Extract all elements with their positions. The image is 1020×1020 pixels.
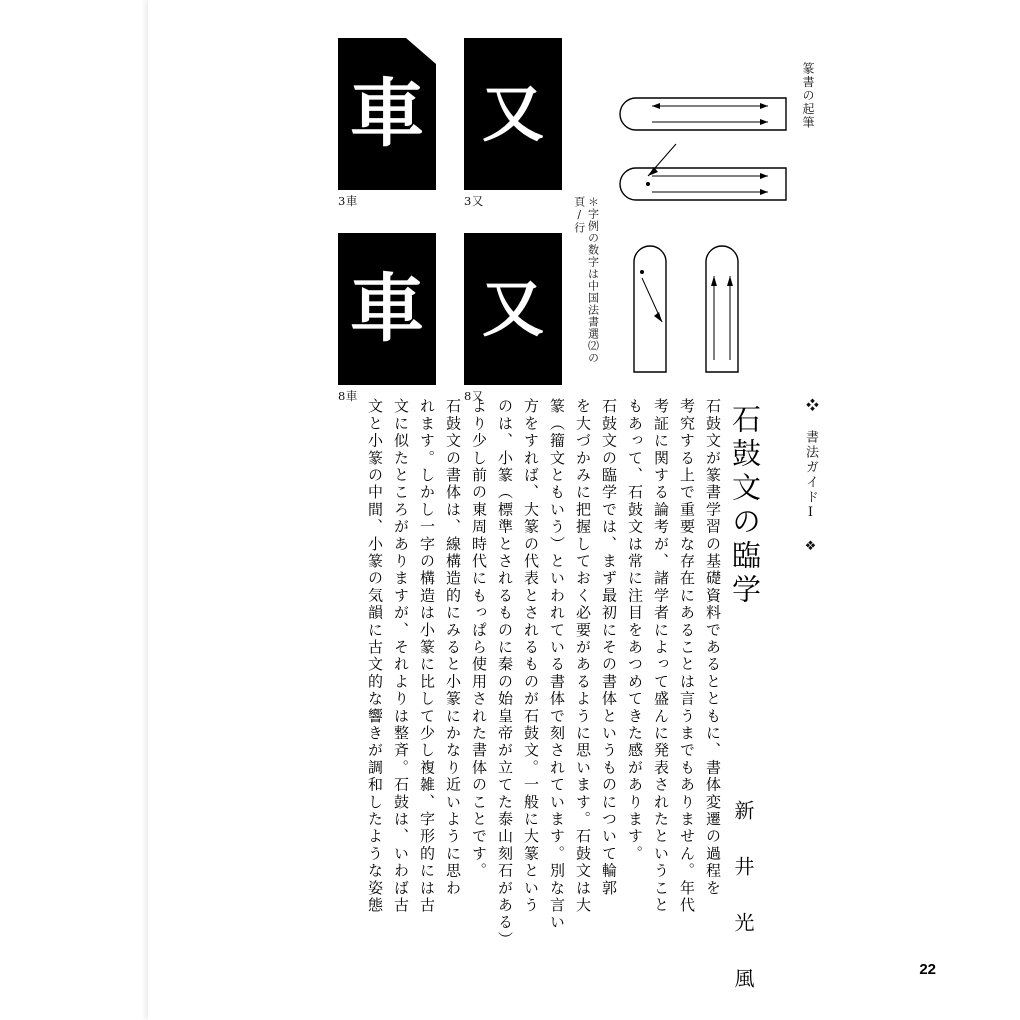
rubbing-image <box>338 38 436 190</box>
seal-script-glyph: 車 <box>350 71 424 157</box>
plate-cell <box>464 38 562 209</box>
seal-script-glyph: 又 <box>481 272 544 345</box>
guide-header: ❖ 書法ガイドⅠ ❖ <box>803 398 818 556</box>
text-column: もあって、石鼓文は常に注目をあつめてきた感があります。 <box>626 398 644 863</box>
text-column: 文に似たところがありますが、それよりは整斉。石鼓は、いわば古 <box>392 398 410 914</box>
rubbing-image <box>338 233 436 385</box>
text-column: より少し前の東周時代にもっぱら使用された書体のことです。 <box>470 398 488 880</box>
plate-row <box>338 233 568 404</box>
text-column: 文と小篆の中間、小篆の気韻に古文的な響きが調和したような姿態 <box>366 398 384 914</box>
author-name: 新 井 光 風 <box>731 800 755 994</box>
text-column: れます。しかし一字の構造は小篆に比して少し複雑、字形的には古 <box>418 398 436 914</box>
plate-caption: 8又 <box>464 389 484 403</box>
plate-cell <box>338 38 436 209</box>
plate-caption: 3又 <box>464 194 484 208</box>
diagram-label: 篆書の起筆 <box>801 62 815 130</box>
text-column: 石鼓文の書体は、線構造的にみると小篆にかなり近いように思わ <box>444 398 462 897</box>
body-text <box>320 398 720 964</box>
plate-cell <box>338 233 436 404</box>
plate-source-note: ＊字例の数字は中国法書選⑵の頁/行 <box>572 196 600 364</box>
page-sheet <box>148 0 1020 1020</box>
text-column: のは、小篆（標準とされるものに秦の始皇帝が立てた泰山刻石がある） <box>496 398 514 949</box>
plate-caption: 8車 <box>338 389 358 403</box>
page-number: 22 <box>919 961 936 978</box>
plate-grid <box>338 38 568 404</box>
rubbing-image <box>464 233 562 385</box>
text-column: を大づかみに把握しておく必要があるように思います。石鼓文は大 <box>574 398 592 914</box>
seal-script-glyph: 又 <box>481 77 544 150</box>
seal-script-glyph: 車 <box>350 266 424 352</box>
text-column: 考究する上で重要な存在にあることは言うまでもありません。年代 <box>678 398 696 914</box>
brushstroke-diagram <box>618 40 848 380</box>
plate-cell <box>464 233 562 404</box>
text-column: 方をすれば、大篆の代表とされるものが石鼓文。一般に大篆という <box>522 398 540 914</box>
rubbing-image <box>464 38 562 190</box>
text-column: 石鼓文が篆書学習の基礎資料であるとともに、書体変遷の過程を <box>704 398 722 897</box>
text-column: 石鼓文の臨学では、まず最初にその書体というものについて輪郭 <box>600 398 618 897</box>
plate-caption: 3車 <box>338 194 358 208</box>
text-column: 考証に関する論考が、諸学者によって盛んに発表されたということ <box>652 398 670 914</box>
plate-row <box>338 38 568 209</box>
page-title: 石鼓文の臨学 <box>728 404 762 608</box>
text-column: 篆（籀文ともいう）といわれている書体で刻されています。別な言い <box>548 398 566 932</box>
